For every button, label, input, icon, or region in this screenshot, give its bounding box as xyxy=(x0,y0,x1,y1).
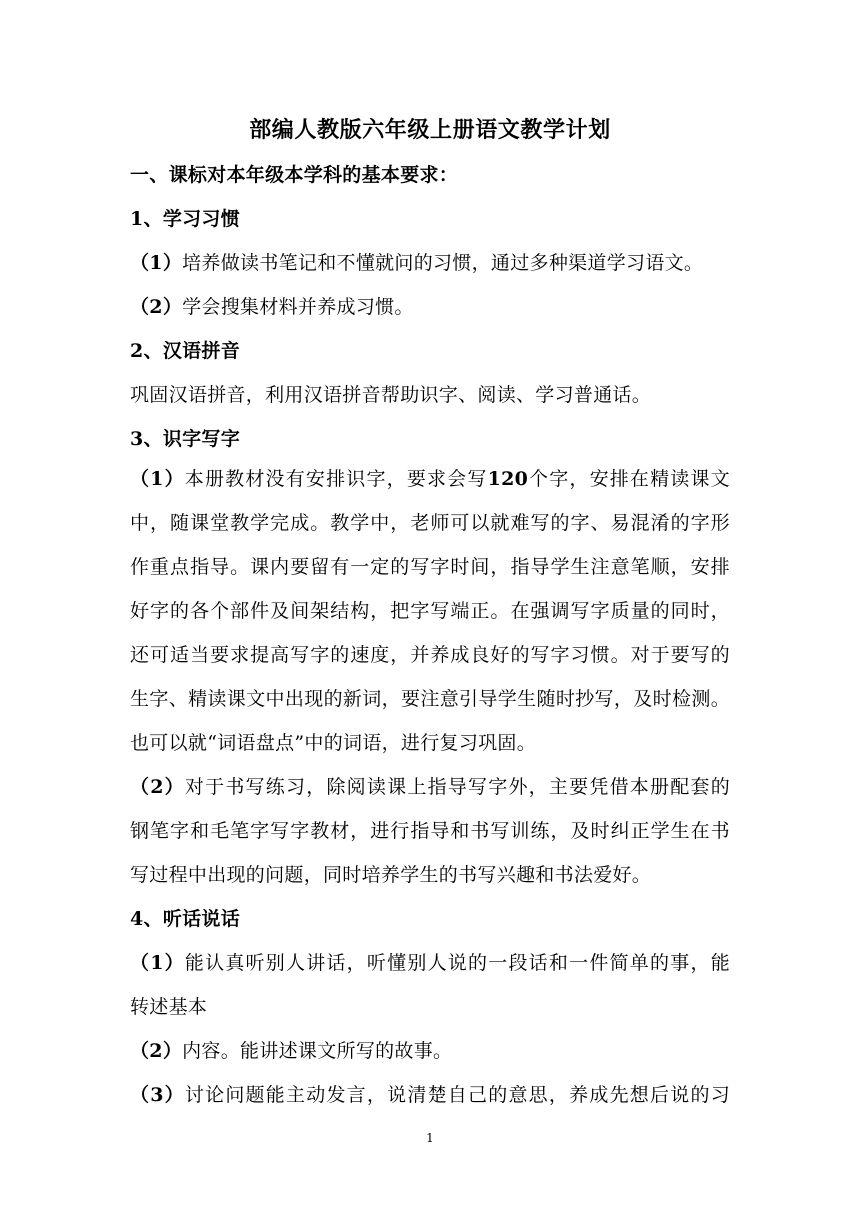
paragraph-text: 培养做读书笔记和不懂就问的习惯，通过多种渠道学习语文。 xyxy=(182,252,704,274)
paragraph-listening-1-line: 转述基本 xyxy=(130,996,208,1018)
paragraph-text: 讨论问题能主动发言，说清楚自己的意思，养成先想后说的习 xyxy=(184,1084,730,1106)
paragraph-literacy-1-line: 也可以就“词语盘点”中的词语，进行复习巩固。 xyxy=(130,732,537,754)
paragraph-listening-2 xyxy=(130,1039,730,1063)
paragraph-number: （2） xyxy=(130,1040,183,1062)
paragraph-literacy-1-line: 生字、精读课文中出现的新词，要注意引导学生随时抄写，及时检测。 xyxy=(130,688,730,710)
paragraph-text: 个字，安排在精读课文 xyxy=(528,468,730,490)
paragraph-number: （2） xyxy=(130,296,183,318)
paragraph-literacy-2-line xyxy=(130,775,730,799)
paragraph-number: （1） xyxy=(130,468,185,490)
paragraph-listening-1-line xyxy=(130,951,730,975)
paragraph-text: 内容。能讲述课文所写的故事。 xyxy=(182,1040,453,1062)
page-number: 1 xyxy=(426,1131,434,1145)
paragraph-number: （1） xyxy=(130,952,185,974)
paragraph-text: 学会搜集材料并养成习惯。 xyxy=(182,296,414,318)
paragraph-literacy-1-line: 中，随课堂教学完成。教学中，老师可以就难写的字、易混淆的字形 xyxy=(130,512,730,534)
item-heading-pinyin: 2、汉语拼音 xyxy=(130,340,241,362)
character-count: 120 xyxy=(487,468,529,490)
paragraph-literacy-2-line: 钢笔字和毛笔字写字教材，进行指导和书写训练，及时纠正学生在书 xyxy=(130,820,730,842)
paragraph-text: 能认真听别人讲话，听懂别人说的一段话和一件简单的事，能 xyxy=(184,952,730,974)
paragraph-literacy-1-line: 好字的各个部件及间架结构，把字写端正。在强调写字质量的同时， xyxy=(130,600,730,622)
paragraph-number: （1） xyxy=(130,252,183,274)
paragraph-literacy-2-line: 写过程中出现的问题，同时培养学生的书写兴趣和书法爱好。 xyxy=(130,864,652,886)
paragraph-habits-1 xyxy=(130,251,730,275)
paragraph-text: 对于书写练习，除阅读课上指导写字外，主要凭借本册配套的 xyxy=(184,776,730,798)
item-heading-listening: 4、听话说话 xyxy=(130,908,241,930)
document-title: 部编人教版六年级上册语文教学计划 xyxy=(249,117,611,143)
item-heading-habits: 1、学习习惯 xyxy=(130,208,241,230)
section-heading: 一、课标对本年级本学科的基本要求： xyxy=(130,164,459,186)
paragraph-literacy-1-line: 作重点指导。课内要留有一定的写字时间，指导学生注意笔顺，安排 xyxy=(130,556,730,578)
paragraph-literacy-1-line: 还可适当要求提高写字的速度，并养成良好的写字习惯。对于要写的 xyxy=(130,644,730,666)
paragraph-number: （3） xyxy=(130,1084,185,1106)
item-heading-literacy: 3、识字写字 xyxy=(130,428,241,450)
paragraph-listening-3-line xyxy=(130,1083,730,1107)
paragraph-habits-2 xyxy=(130,295,730,319)
paragraph-pinyin: 巩固汉语拼音，利用汉语拼音帮助识字、阅读、学习普通话。 xyxy=(130,384,652,406)
paragraph-number: （2） xyxy=(130,776,185,798)
paragraph-text: 本册教材没有安排识字，要求会写 xyxy=(184,468,488,490)
paragraph-literacy-1-line xyxy=(130,467,730,491)
